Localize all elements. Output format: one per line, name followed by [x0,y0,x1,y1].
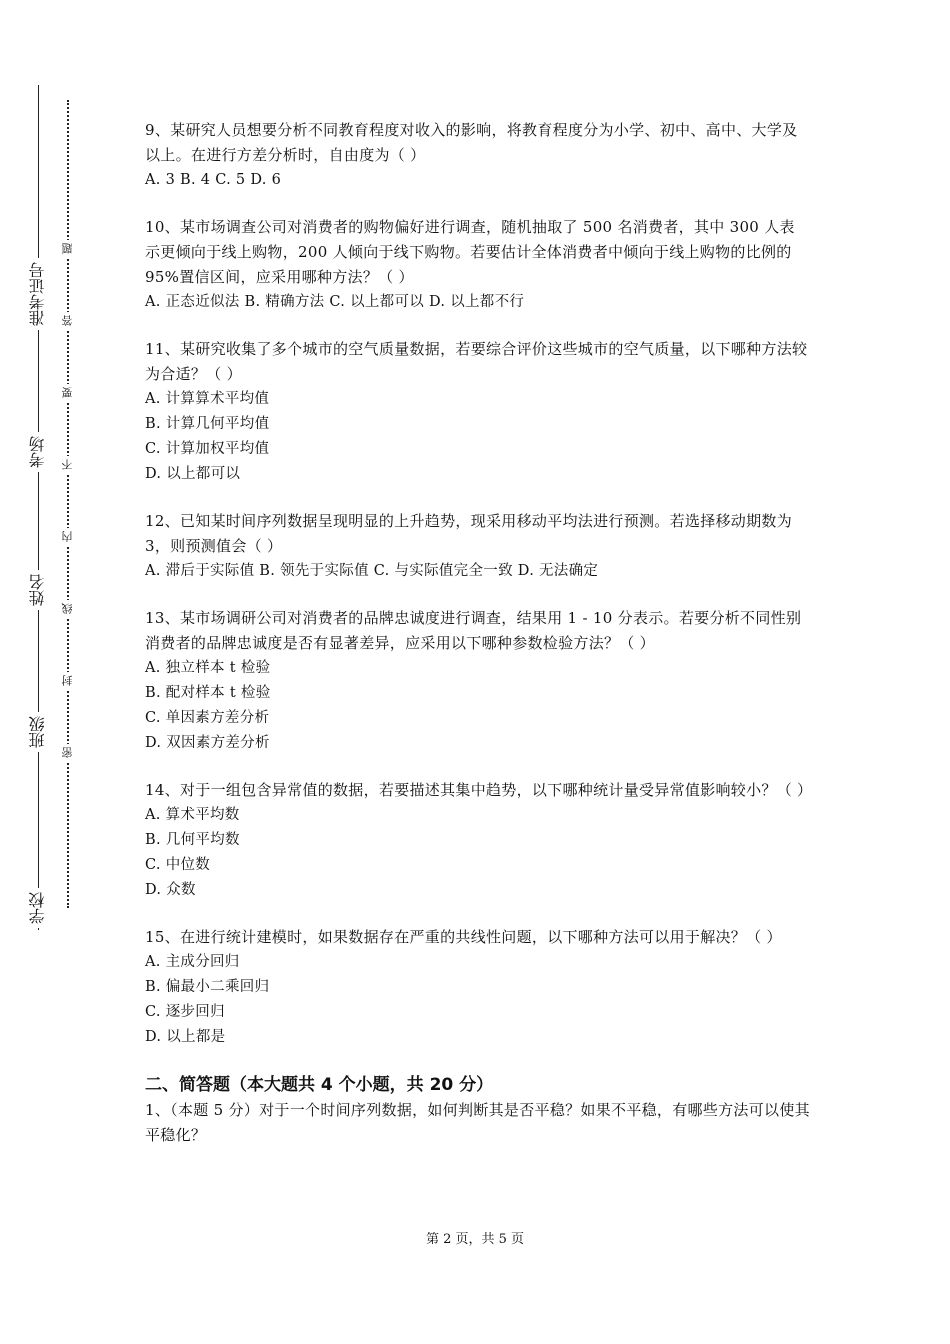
seal-char: 不 [59,456,77,473]
field-label-exam-number: 准考证号 [22,258,54,330]
question-text: 12、已知某时间序列数据呈现明显的上升趋势，现采用移动平均法进行预测。若选择移动期数为 3，则预测值会（ ） [145,512,792,555]
question-text: 13、某市场调研公司对消费者的品牌忠诚度进行调查，结果用 1 - 10 分表示。若要分析不同性别消费者的品牌忠诚度是否有显著差异，应采用以下哪种参数检验方法？（ ） [145,609,802,652]
question-text: 9、某研究人员想要分析不同教育程度对收入的影响，将教育程度分为小学、初中、高中、大学及以上。在进行方差分析时，自由度为（ ） [145,121,798,164]
question-15 [145,925,810,1050]
question-14 [145,778,813,903]
page-footer: 第 2 页，共 5 页 [425,1232,525,1247]
option-c: C. 逐步回归 [145,1004,225,1020]
field-label-class: 班级 [22,712,54,752]
option-a: A. 主成分回归 [145,954,240,970]
option-c: C. 中位数 [145,857,211,873]
seal-char: 要 [59,384,77,401]
question-10 [145,215,810,315]
section-title-short-answer: 二、简答题（本大题共 4 个小题，共 20 分） [145,1075,494,1095]
binding-margin [0,0,120,1344]
option-c: C. 单因素方差分析 [145,710,270,726]
option-a: A. 计算算术平均值 [145,391,270,407]
option-d: D. 双因素方差分析 [145,735,270,751]
question-9 [145,118,810,193]
seal-dotted-line [67,100,69,908]
question-12 [145,509,810,584]
option-d: D. 众数 [145,882,196,898]
field-label-exam-room: 考场 [22,432,54,472]
option-line: A. 3 B. 4 C. 5 D. 6 [145,172,282,188]
field-label-school: 学校 [22,888,54,928]
seal-char: 线 [59,600,77,617]
question-text: 15、在进行统计建模时，如果数据存在严重的共线性问题，以下哪种方法可以用于解决？（ ） [145,928,782,946]
option-c: C. 计算加权平均值 [145,441,270,457]
option-d: D. 以上都是 [145,1029,226,1045]
short-answer-question-1: 1、（本题 5 分）对于一个时间序列数据，如何判断其是否平稳？如果不平稳，有哪些方法可以使其平稳化？ [145,1101,810,1144]
option-b: B. 偏最小二乘回归 [145,979,270,995]
option-b: B. 配对样本 t 检验 [145,685,271,701]
option-b: B. 计算几何平均值 [145,416,270,432]
question-text: 11、某研究收集了多个城市的空气质量数据，若要综合评价这些城市的空气质量，以下哪种方法较为合适？（ ） [145,340,808,383]
option-line: A. 滞后于实际值 B. 领先于实际值 C. 与实际值完全一致 D. 无法确定 [145,563,599,579]
seal-char: 密 [59,744,77,761]
option-line: A. 正态近似法 B. 精确方法 C. 以上都可以 D. 以上都不行 [145,294,525,310]
seal-char: 题 [59,240,77,257]
seal-char: 内 [59,528,77,545]
exam-content [145,118,813,1148]
binding-solid-line [38,85,39,930]
question-13 [145,606,810,756]
option-a: A. 独立样本 t 检验 [145,660,271,676]
question-text: 14、对于一组包含异常值的数据，若要描述其集中趋势，以下哪种统计量受异常值影响较小？（ ） [145,781,813,799]
question-11 [145,337,810,487]
option-d: D. 以上都可以 [145,466,241,482]
option-a: A. 算术平均数 [145,807,240,823]
seal-char: 封 [59,672,77,689]
option-b: B. 几何平均数 [145,832,240,848]
field-label-name: 姓名 [22,570,54,610]
question-text: 10、某市场调查公司对消费者的购物偏好进行调查，随机抽取了 500 名消费者，其中 300 人表示更倾向于线上购物，200 人倾向于线下购物。若要估计全体消费者中倾向于线上购物的比例的 95%置信区间，应采用哪种方法？（ ） [145,218,795,286]
seal-char: 答 [59,312,77,329]
